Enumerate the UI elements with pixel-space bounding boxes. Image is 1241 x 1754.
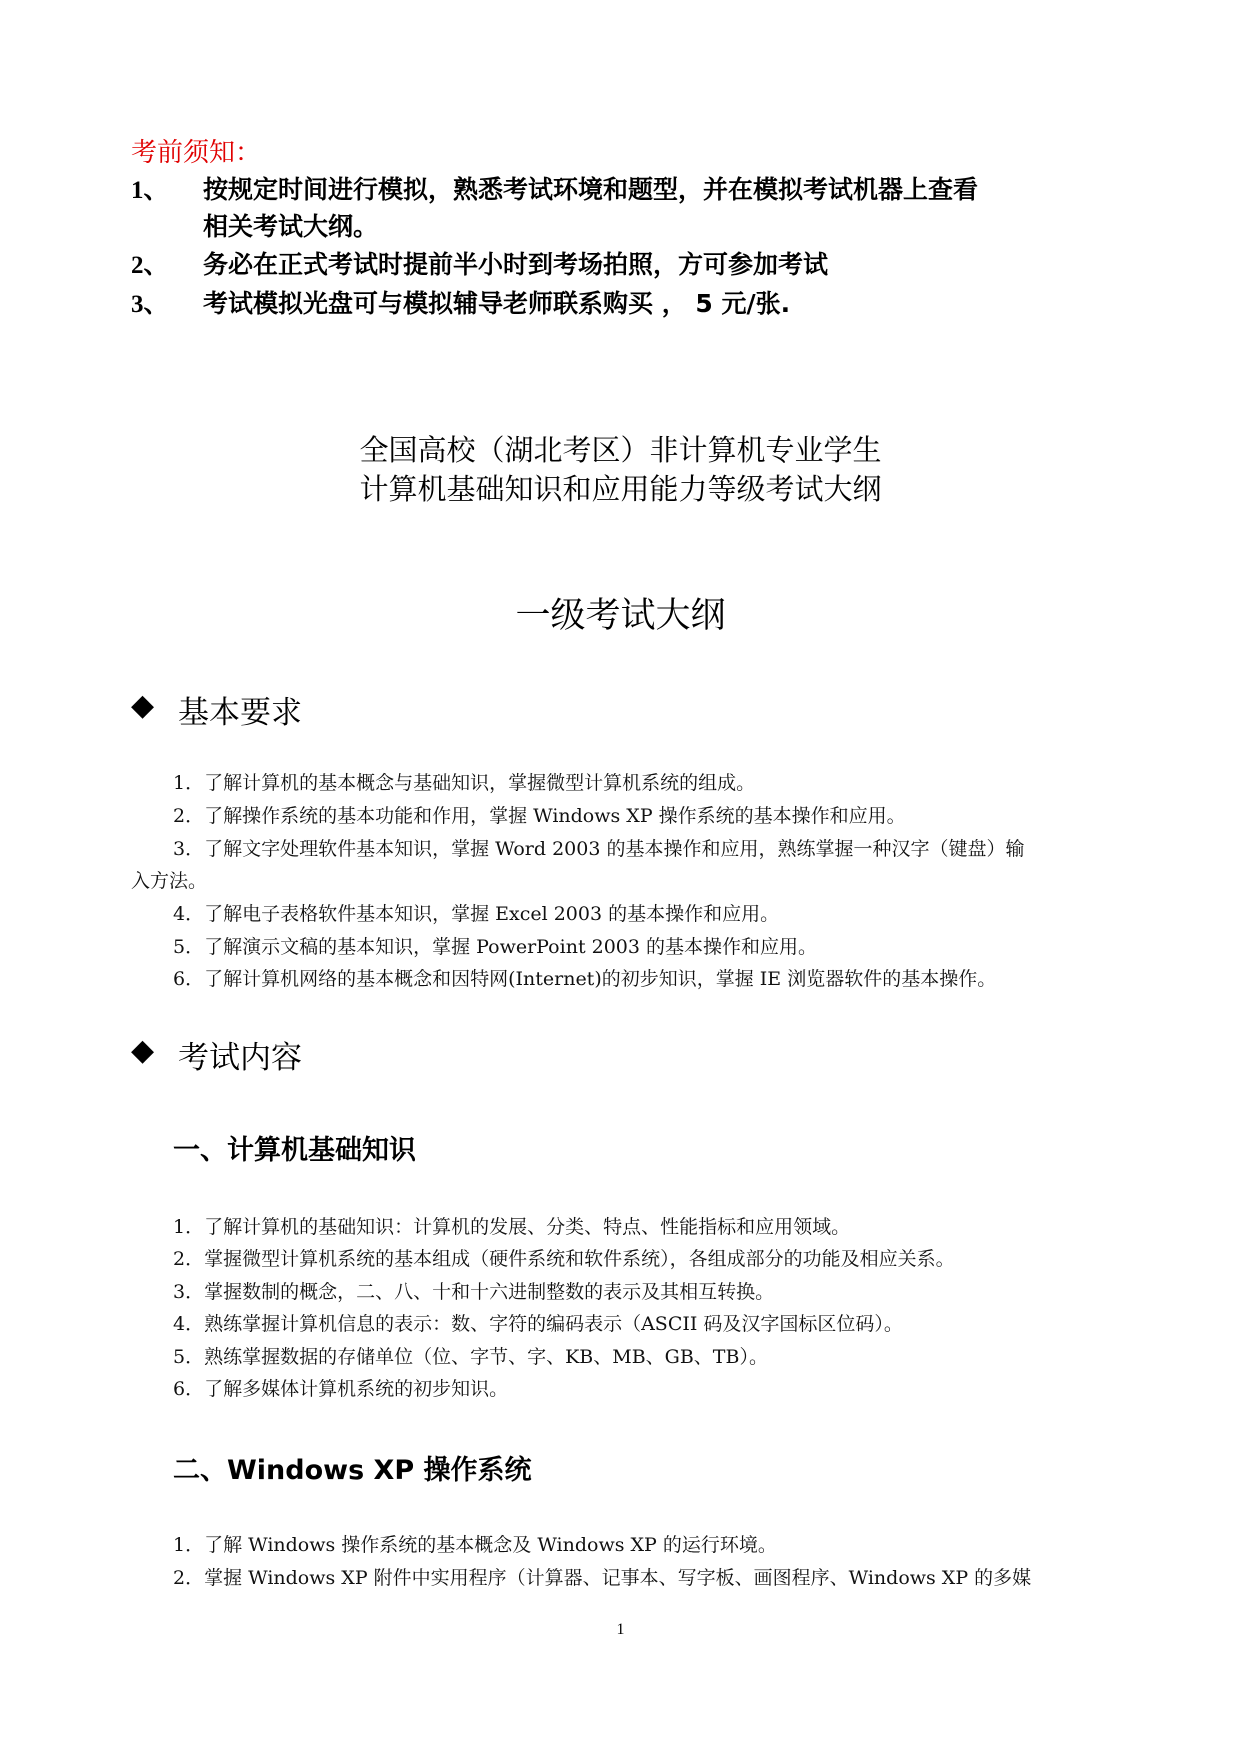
list-item: 6．了解计算机网络的基本概念和因特网(Internet)的初步知识，掌握 IE 浏览器软件的基本操作。 — [173, 968, 997, 990]
document-title-line2: 计算机基础知识和应用能力等级考试大纲 — [359, 472, 882, 506]
diamond-icon: ◆ — [131, 1033, 155, 1068]
subsection-heading-computer-basics: 一、计算机基础知识 — [173, 1135, 416, 1166]
list-item: 2．了解操作系统的基本功能和作用，掌握 Windows XP 操作系统的基本操作和应用。 — [173, 805, 906, 827]
section-heading-basic-requirements: 基本要求 — [178, 695, 302, 731]
notice-item-text: 相关考试大纲。 — [203, 212, 379, 241]
list-item: 4．熟练掌握计算机信息的表示：数、字符的编码表示（ASCII 码及汉字国标区位码）。 — [173, 1313, 903, 1335]
list-item: 5．熟练掌握数据的存储单位（位、字节、字、KB、MB、GB、TB）。 — [173, 1346, 768, 1368]
list-item: 6．了解多媒体计算机系统的初步知识。 — [173, 1378, 509, 1400]
notice-item-number: 3、 — [131, 291, 169, 318]
diamond-icon: ◆ — [131, 688, 155, 723]
notice-item-text: 务必在正式考试时提前半小时到考场拍照，方可参加考试 — [203, 250, 829, 279]
list-item: 1．了解计算机的基础知识：计算机的发展、分类、特点、性能指标和应用领域。 — [173, 1216, 851, 1238]
notice-item-number: 1、 — [131, 177, 169, 204]
section-heading-exam-content: 考试内容 — [178, 1040, 302, 1076]
subsection-heading-windows-xp: 二、Windows XP 操作系统 — [173, 1455, 532, 1486]
list-item: 2．掌握微型计算机系统的基本组成（硬件系统和软件系统），各组成部分的功能及相应关系。 — [173, 1248, 955, 1270]
page-number: 1 — [616, 1621, 625, 1638]
notice-item-number: 2、 — [131, 252, 169, 279]
list-item: 1．了解 Windows 操作系统的基本概念及 Windows XP 的运行环境。 — [173, 1534, 777, 1556]
notice-item-text: 按规定时间进行模拟，熟悉考试环境和题型，并在模拟考试机器上查看 — [203, 175, 979, 204]
list-item: 3．掌握数制的概念，二、八、十和十六进制整数的表示及其相互转换。 — [173, 1281, 775, 1303]
list-item: 3．了解文字处理软件基本知识，掌握 Word 2003 的基本操作和应用，熟练掌握一种汉字（键盘）输 — [173, 838, 1025, 860]
list-item: 1．了解计算机的基本概念与基础知识，掌握微型计算机系统的组成。 — [173, 772, 756, 794]
document-title-line1: 全国高校（湖北考区）非计算机专业学生 — [359, 433, 882, 467]
main-title: 一级考试大纲 — [515, 596, 726, 636]
notice-item-text: 考试模拟光盘可与模拟辅导老师联系购买 ， 5 元/张. — [203, 289, 791, 318]
list-item: 4．了解电子表格软件基本知识，掌握 Excel 2003 的基本操作和应用。 — [173, 903, 780, 925]
list-item-continuation: 入方法。 — [131, 870, 208, 892]
notice-heading: 考前须知： — [131, 138, 262, 168]
list-item: 2．掌握 Windows XP 附件中实用程序（计算器、记事本、写字板、画图程序、Windows XP 的多媒 — [173, 1567, 1032, 1589]
list-item: 5．了解演示文稿的基本知识，掌握 PowerPoint 2003 的基本操作和应用。 — [173, 936, 818, 958]
